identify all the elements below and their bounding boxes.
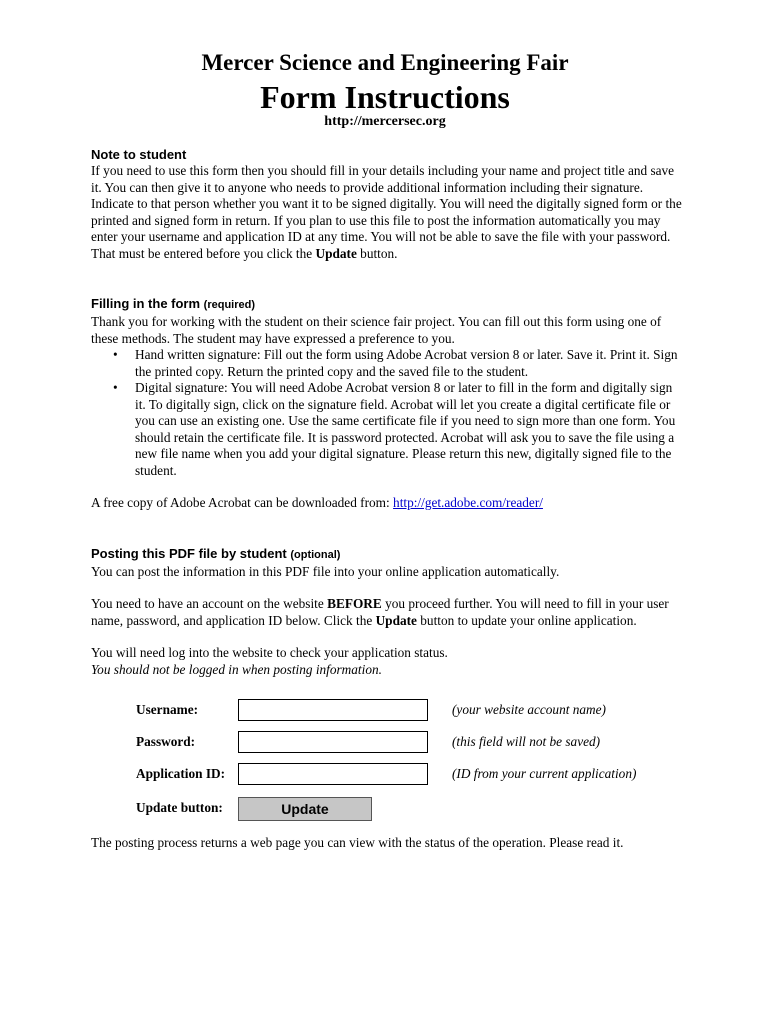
bullet-icon: • [113, 347, 118, 362]
posting-update-bold: Update [375, 612, 417, 628]
username-input[interactable] [238, 699, 428, 721]
posting-p2-text-c: button to update your online application. [416, 612, 637, 628]
acrobat-text: A free copy of Adobe Acrobat can be downloaded from: [91, 495, 394, 510]
posting-p1: You can post the information in this PDF file into your online application automatically. [91, 563, 560, 579]
closing-paragraph [91, 835, 683, 852]
username-hint: (your website account name) [452, 702, 606, 717]
page-title-instructions: Form Instructions [260, 79, 510, 115]
closing-text: The posting process returns a web page you can view with the status of the operation. Please read it. [91, 835, 624, 850]
posting-p2-text-a: You need to have an account on the website [91, 596, 328, 611]
list-item [91, 347, 683, 380]
update-label: Update button: [136, 800, 223, 815]
bullet-text-digital: Digital signature: You will need Adobe Acrobat version 8 or later to fill in the form and digitally sign it. To digitally sign, click on the signature field. Acrobat will let you create a digital certificate file or you can use an existing one. Use the same certificate file if you need to sign more than one form. You should retain the certificate file. It is password protected. Acrobat will ask you to save the file using a new file name when you add your digital signature. Please return this new, digitally signed file to the student. [135, 380, 676, 478]
site-url: http://mercersec.org [324, 114, 446, 129]
acrobat-download-link[interactable]: http://get.adobe.com/reader/ [393, 495, 543, 510]
password-row [136, 731, 696, 755]
note-text: If you need to use this form then you should fill in your details including your name and project title and save it. You can then give it to anyone who needs to provide additional information including their signature. Indicate to that person whether you want it to be signed digitally. You will need the digitally signed form or the printed and signed form in return. If you plan to use this file to post the information automatically you may enter your username and application ID at any time. You will not be able to save the file with your password. That must be entered before you click the [91, 163, 682, 261]
list-item [91, 380, 683, 479]
application-id-input[interactable] [238, 763, 428, 785]
posting-heading-text: Posting this PDF file by student [91, 545, 287, 561]
instructions-body [91, 146, 683, 678]
filling-intro: Thank you for working with the student on their science fair project. You can fill out this form using one of these methods. The student may have expressed a preference to you. [91, 314, 662, 346]
posting-optional-tag: (optional) [290, 548, 341, 561]
posting-before-bold: BEFORE [327, 596, 382, 611]
filling-heading-text: Filling in the form [91, 296, 201, 311]
update-button[interactable]: Update [238, 797, 372, 821]
update-row [136, 797, 696, 821]
username-row [136, 699, 696, 723]
posting-heading [91, 545, 683, 564]
application-id-hint: (ID from your current application) [452, 766, 637, 781]
note-paragraph [91, 163, 683, 262]
note-update-bold: Update [315, 245, 357, 261]
note-heading: Note to student [91, 147, 187, 162]
filling-required-tag: (required) [203, 299, 256, 311]
application-id-row [136, 763, 696, 787]
posting-logged-out-note: You should not be logged in when posting information. [91, 661, 382, 677]
application-id-label: Application ID: [136, 766, 226, 781]
acrobat-download-line [91, 495, 683, 512]
posting-p3 [91, 645, 683, 678]
posting-p2-text-b: you proceed further. You will need to fill in your user name, password, and application ID below. Click the [91, 596, 669, 628]
bullet-text-handwritten: Hand written signature: Fill out the form using Adobe Acrobat version 8 or later. Save it. Print it. Sign the printed copy. Return the printed copy and the saved file to the student. [135, 347, 678, 379]
page-title-fair: Mercer Science and Engineering Fair [201, 50, 569, 75]
password-label: Password: [136, 734, 196, 749]
bullet-icon: • [113, 380, 118, 395]
password-input[interactable] [238, 731, 428, 753]
posting-p3-text: You will need log into the website to check your application status. [91, 645, 448, 660]
password-hint: (this field will not be saved) [452, 734, 601, 749]
posting-p2 [91, 596, 683, 629]
filling-heading [91, 295, 683, 314]
note-text-end: button. [356, 245, 398, 261]
username-label: Username: [136, 702, 199, 717]
signature-methods-list [91, 347, 683, 479]
